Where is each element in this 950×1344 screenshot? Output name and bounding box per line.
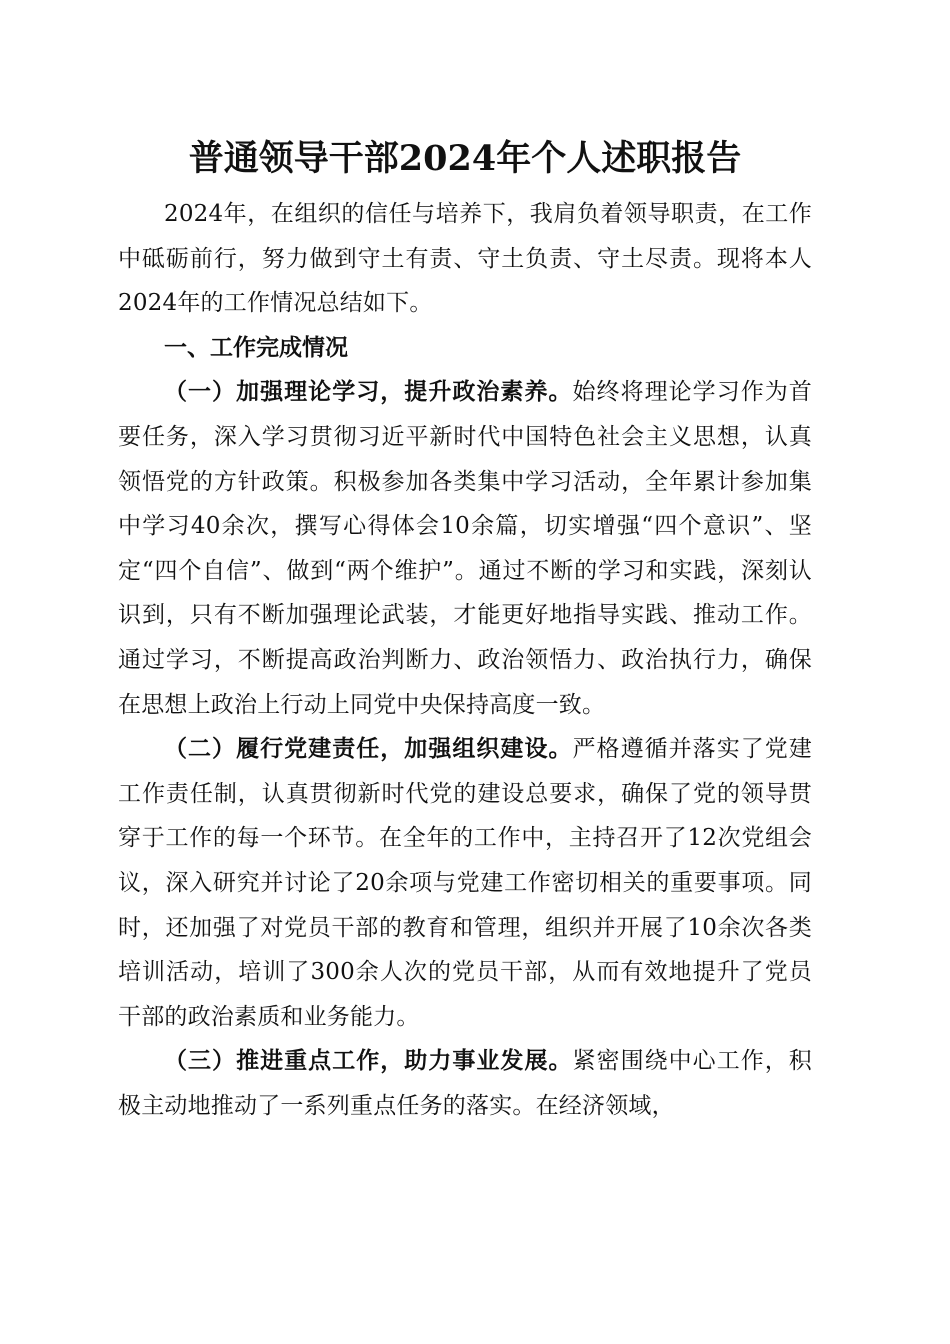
document-body (118, 128, 812, 1128)
paragraph-lead: （二）履行党建责任，加强组织建设。 (164, 735, 573, 763)
paragraph-text: 紧密围绕中心工作，积极主动地推动了一系列重点任务的落实。在经济领域， (118, 1048, 813, 1119)
paragraph-party-building (118, 727, 812, 1039)
paragraph-text: 始终将理论学习作为首要任务，深入学习贯彻习近平新时代中国特色社会主义思想，认真领悟党的方针政策。积极参加各类集中学习活动，全年累计参加集中学习40余次，撰写心得体会10余篇，切实增强“四个意识”、坚定“四个自信”、做到“两个维护”。通过不断的学习和实践，深刻认识到，只有不断加强理论武装，才能更好地指导实践、推动工作。通过学习，不断提高政治判断力、政治领悟力、政治执行力，确保在思想上政治上行动上同党中央保持高度一致。 (118, 379, 813, 718)
paragraph-theory-study (118, 370, 812, 727)
document-title: 普通领导干部2024年个人述职报告 (188, 138, 742, 179)
intro-paragraph: 2024年，在组织的信任与培养下，我肩负着领导职责，在工作中砥砺前行，努力做到守土有责、守土负责、守土尽责。现将本人2024年的工作情况总结如下。 (118, 201, 812, 317)
paragraph-lead: （一）加强理论学习，提升政治素养。 (164, 378, 573, 406)
paragraph-key-work (118, 1039, 812, 1128)
paragraph-lead: （三）推进重点工作，助力事业发展。 (164, 1047, 573, 1075)
section-heading-work-completion: 一、工作完成情况 (164, 334, 348, 361)
paragraph-text: 严格遵循并落实了党建工作责任制，认真贯彻新时代党的建设总要求，确保了党的领导贯穿于工作的每一个环节。在全年的工作中，主持召开了12次党组会议，深入研究并讨论了20余项与党建工作密切相关的重要事项。同时，还加强了对党员干部的教育和管理，组织并开展了10余次各类培训活动，培训了300余人次的党员干部，从而有效地提升了党员干部的政治素质和业务能力。 (118, 736, 813, 1030)
